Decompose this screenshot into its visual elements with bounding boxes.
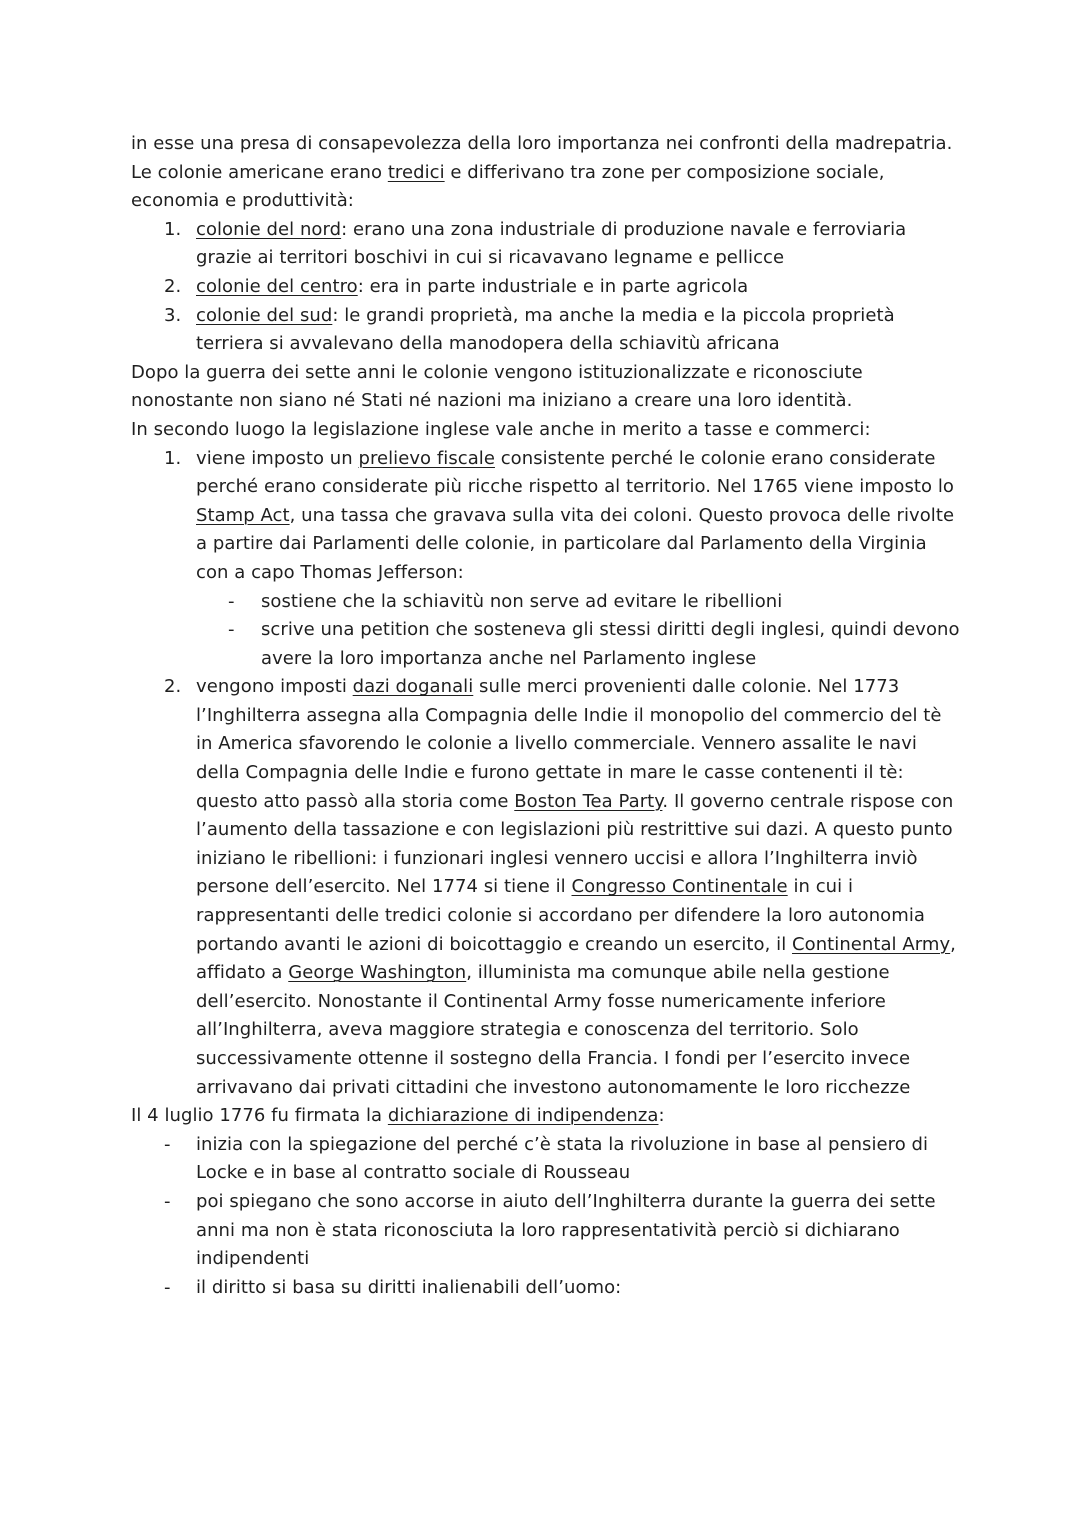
list-item: 3. colonie del sud: le grandi proprietà, ma anche la media e la piccola proprietà terriera si avvalevano della manodopera della schiavitù africana: [164, 304, 895, 355]
jefferson-sublist: [131, 588, 961, 674]
list-item: 2. colonie del centro: era in parte industriale e in parte agricola: [164, 275, 749, 297]
taxes-list: [131, 445, 961, 588]
term-boston-tea-party: Boston Tea Party: [514, 790, 663, 812]
document-page: [131, 130, 961, 1302]
taxes-list-continued: [131, 673, 961, 1102]
term-colonie-nord: colonie del nord: [196, 218, 342, 240]
declaration-list: [131, 1131, 961, 1303]
declaration-paragraph: Il 4 luglio 1776 fu firmata la dichiarazione di indipendenza:: [131, 1105, 665, 1127]
list-item: 1. colonie del nord: erano una zona industriale di produzione navale e ferroviaria grazie ai territori boschivi in cui si ricavavano legname e pellicce: [164, 218, 907, 269]
colonies-intro-paragraph: Le colonie americane erano tredici e differivano tra zone per composizione sociale, economia e produttività:: [131, 161, 885, 212]
intro-paragraph: in esse una presa di consapevolezza della loro importanza nei confronti della madrepatria.: [131, 133, 953, 154]
list-item: - sostiene che la schiavitù non serve ad evitare le ribellioni: [228, 590, 783, 612]
colonies-list: [131, 216, 961, 359]
term-george-washington: George Washington: [288, 962, 467, 984]
legislation-paragraph: In secondo luogo la legislazione inglese vale anche in merito a tasse e commerci:: [131, 418, 871, 440]
term-congresso-continentale: Congresso Continentale: [571, 876, 788, 898]
term-prelievo-fiscale: prelievo fiscale: [358, 447, 495, 469]
term-colonie-sud: colonie del sud: [196, 304, 333, 326]
term-colonie-centro: colonie del centro: [196, 275, 358, 297]
term-stamp-act: Stamp Act: [196, 504, 290, 526]
list-item: 1. viene imposto un prelievo fiscale consistente perché le colonie erano considerate perché erano considerate più ricche rispetto al territorio. Nel 1765 viene imposto lo Stamp Act, una tassa che gravava sulla vita dei coloni. Questo provoca delle rivolte a partire dai Parlamenti delle colonie, in particolare dal Parlamento della Virginia con a capo Thomas Jefferson:: [164, 447, 955, 583]
seven-years-war-paragraph: Dopo la guerra dei sette anni le colonie vengono istituzionalizzate e riconosciute nonostante non siano né Stati né nazioni ma iniziano a creare una loro identità.: [131, 361, 863, 412]
term-dichiarazione-indipendenza: dichiarazione di indipendenza: [387, 1105, 659, 1127]
list-item: - il diritto si basa su diritti inalienabili dell’uomo:: [164, 1276, 622, 1298]
term-tredici: tredici: [387, 161, 445, 183]
list-item: - poi spiegano che sono accorse in aiuto dell’Inghilterra durante la guerra dei sette anni ma non è stata riconosciuta la loro rappresentatività perciò si dichiarano indipendenti: [164, 1190, 936, 1270]
list-item: 2. vengono imposti dazi doganali sulle merci provenienti dalle colonie. Nel 1773 l’Inghilterra assegna alla Compagnia delle Indie il monopolio del commercio del tè in America sfavorendo le colonie a livello commerciale. Vennero assalite le navi della Compagnia delle Indie e furono gettate in mare le casse contenenti il tè: questo atto passò alla storia come Boston Tea Party. Il governo centrale rispose con l’aumento della tassazione e con legislazioni più restrittive sui dazi. A questo punto iniziano le ribellioni: i funzionari inglesi vennero uccisi e allora l’Inghilterra inviò persone dell’esercito. Nel 1774 si tiene il Congresso Continentale in cui i rappresentanti delle tredici colonie si accordano per difendere la loro autonomia portando avanti le azioni di boicottaggio e creando un esercito, il Continental Army, affidato a George Washington, illuminista ma comunque abile nella gestione dell’esercito. Nonostante il Continental Army fosse numericamente inferiore all’Inghilterra, aveva maggiore strategia e conoscenza del territorio. Solo successivamente ottenne il sostegno della Francia. I fondi per l’esercito invece arrivavano dai privati cittadini che investono autonomamente le loro ricchezze: [164, 676, 956, 1098]
term-dazi-doganali: dazi doganali: [352, 676, 474, 698]
term-continental-army: Continental Army: [792, 933, 951, 955]
list-item: - scrive una petition che sosteneva gli stessi diritti degli inglesi, quindi devono avere la loro importanza anche nel Parlamento inglese: [228, 619, 960, 669]
list-item: - inizia con la spiegazione del perché c’è stata la rivoluzione in base al pensiero di Locke e in base al contratto sociale di Rousseau: [164, 1133, 929, 1184]
